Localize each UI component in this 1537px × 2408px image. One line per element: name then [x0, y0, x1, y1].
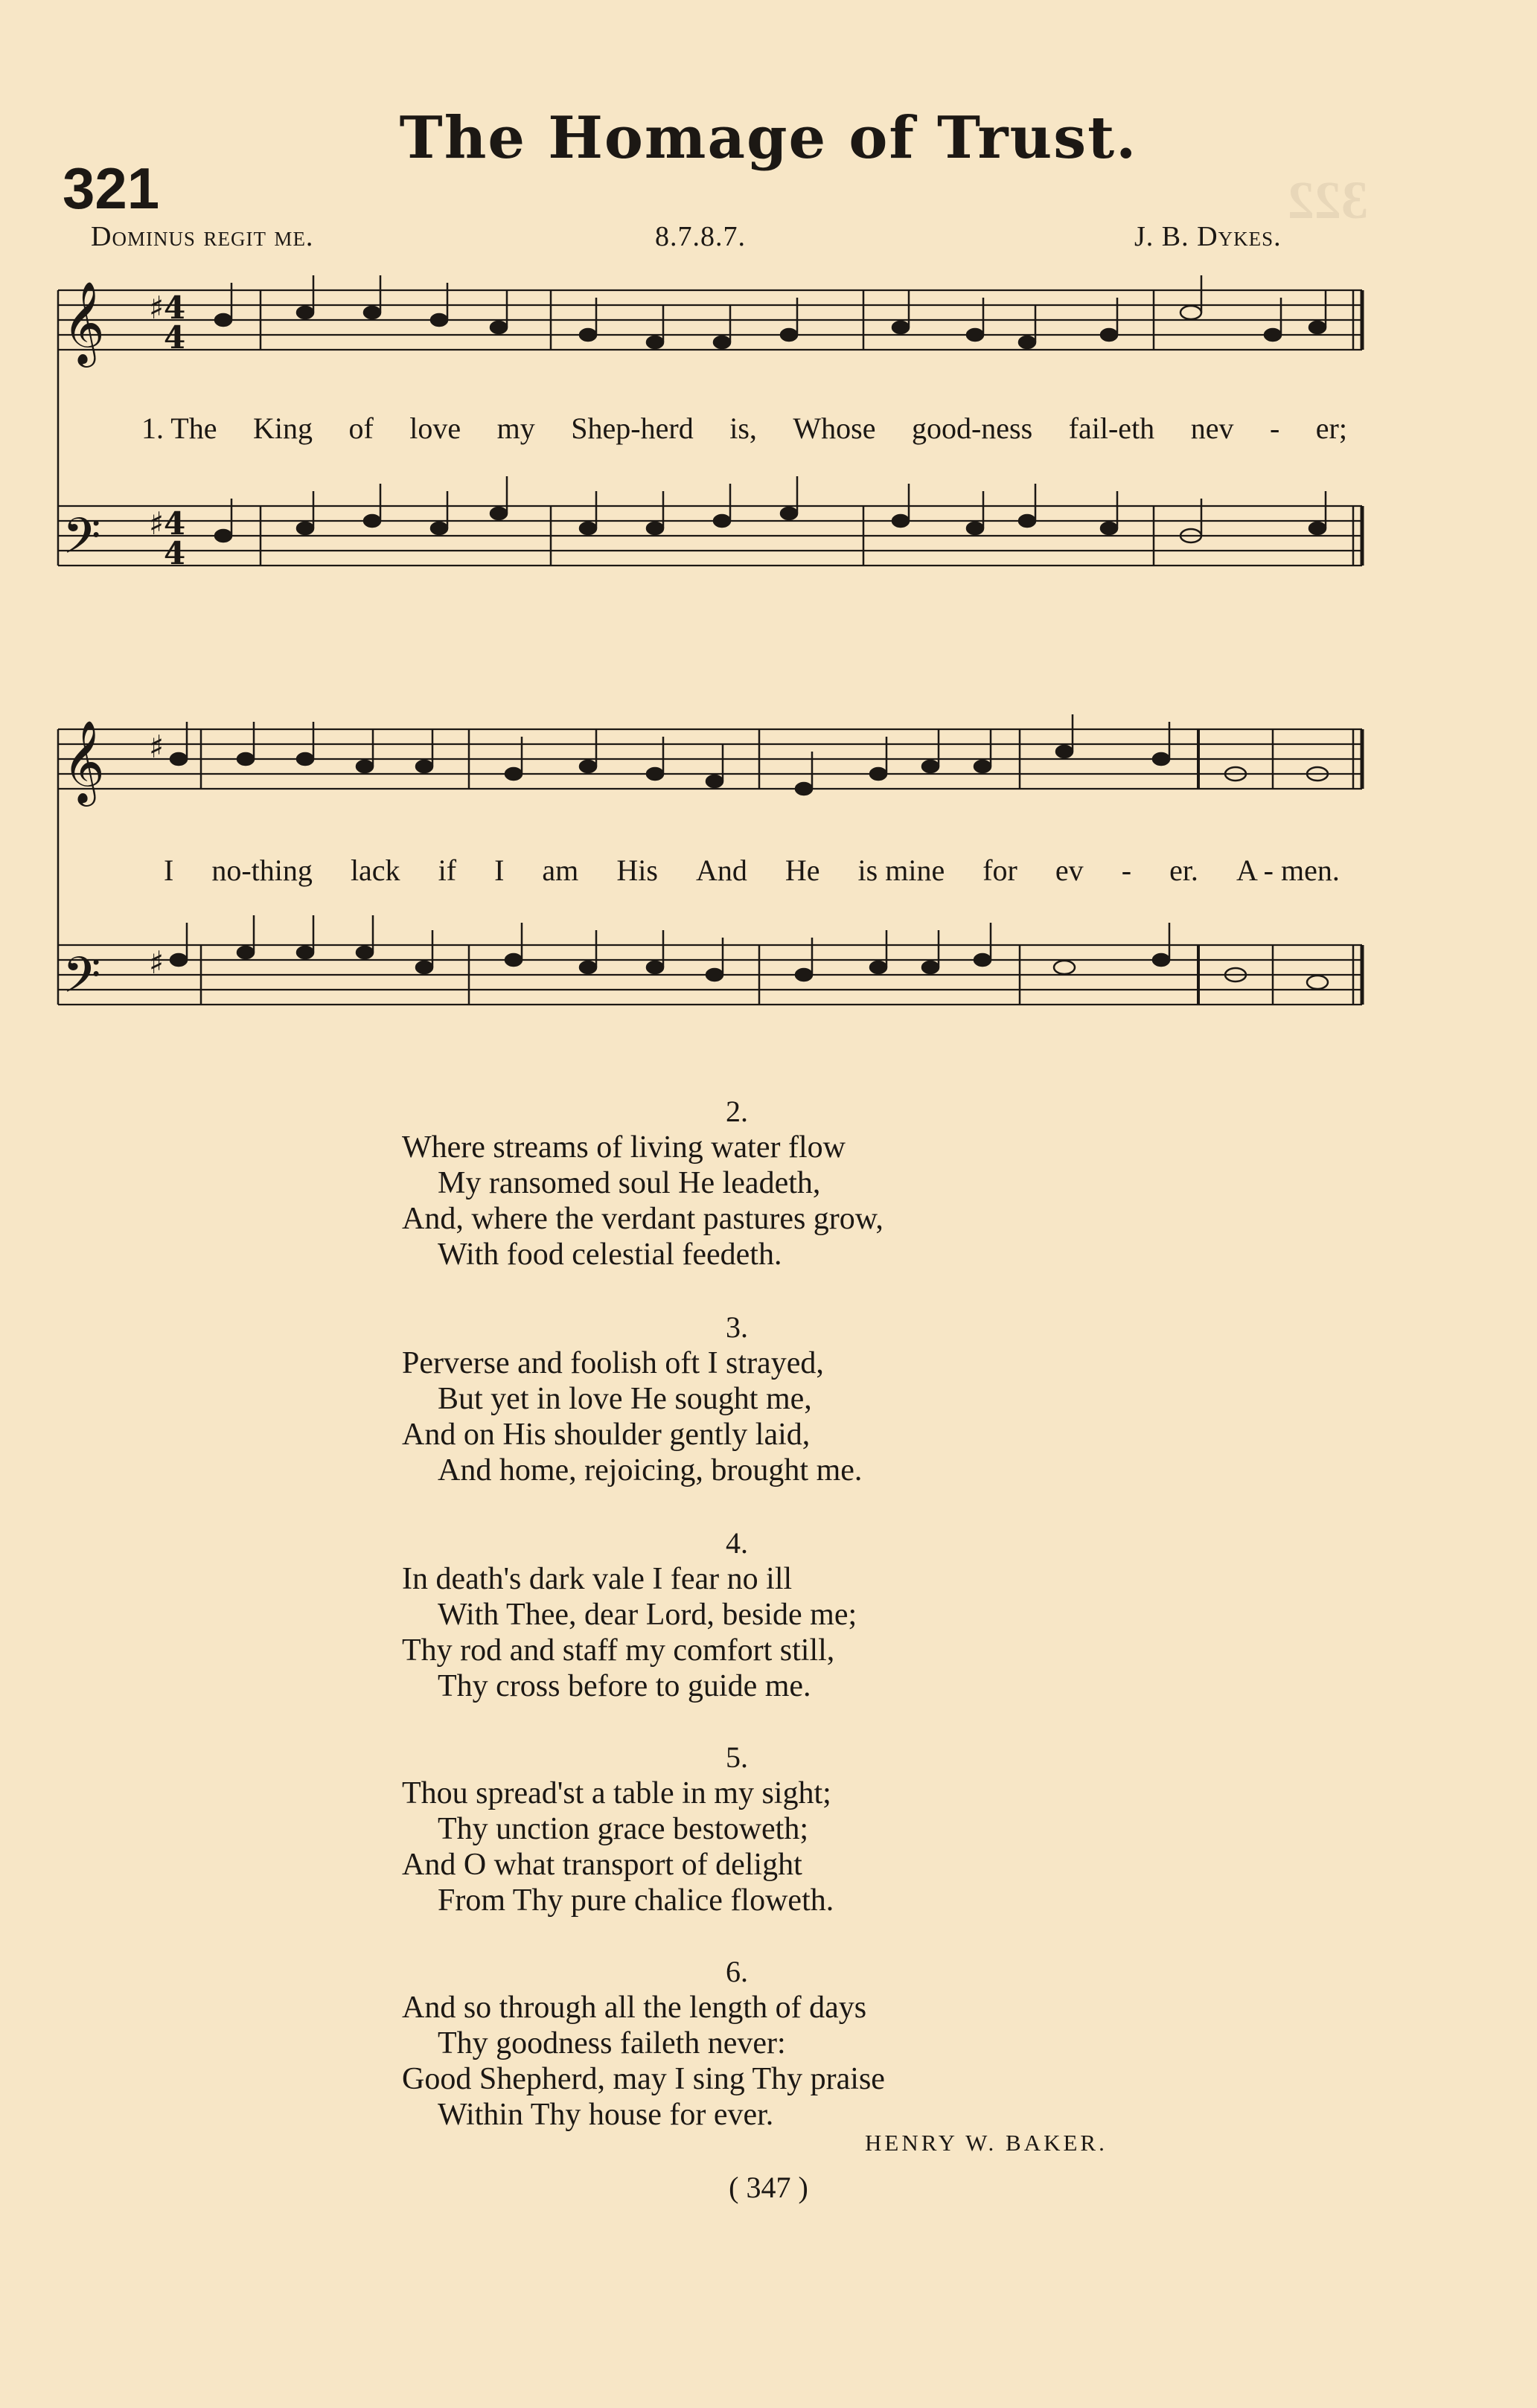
stanza-line: And O what transport of delight: [402, 1848, 802, 1882]
svg-text:4: 4: [164, 319, 186, 356]
lyric-syllable: good-ness: [911, 412, 1033, 445]
stanza-number: 6.: [726, 1955, 748, 1988]
lyric-syllable: Shep-herd: [571, 412, 694, 445]
stanza-line: And on His shoulder gently laid,: [402, 1418, 811, 1452]
lyric-syllable: A - men.: [1236, 854, 1340, 887]
meter: 8.7.8.7.: [655, 221, 746, 252]
lyric-syllable: Whose: [793, 412, 876, 445]
stanza-number: 3.: [726, 1310, 748, 1344]
lyric-syllable: nev: [1190, 412, 1234, 445]
bass-clef-icon: 𝄢: [63, 947, 101, 1016]
lyric-syllable: I: [164, 854, 174, 887]
lyric-syllable: my: [496, 412, 535, 445]
stanza-line: Where streams of living water flow: [402, 1130, 846, 1165]
lyric-syllable: -: [1121, 854, 1132, 887]
verse1-lyrics-line1: [141, 411, 1347, 446]
svg-text:♯: ♯: [149, 505, 164, 542]
lyric-syllable: His: [616, 854, 658, 887]
lyric-syllable: He: [785, 854, 820, 887]
lyric-syllable: er;: [1315, 412, 1347, 445]
bleed-through-number: 322: [1288, 170, 1368, 230]
lyric-syllable: lack: [350, 854, 400, 887]
composer: J. B. Dykes.: [1134, 221, 1282, 252]
stanza-2: [402, 1094, 1102, 1272]
lyric-syllable: am: [542, 854, 579, 887]
sharp-icon: ♯: [149, 729, 164, 765]
author-credit: HENRY W. BAKER.: [865, 2130, 1108, 2156]
stanza-line: But yet in love He sought me,: [438, 1382, 812, 1416]
lyric-syllable: 1. The: [141, 412, 217, 445]
stanza-line: Thy rod and staff my comfort still,: [402, 1633, 835, 1668]
lyric-syllable: if: [438, 854, 457, 887]
page-number: ( 347 ): [729, 2171, 808, 2204]
sharp-icon: ♯: [149, 944, 164, 981]
stanza-5: [402, 1740, 1102, 1918]
stanza-line: Thy cross before to guide me.: [438, 1669, 811, 1703]
bass-clef-icon: 𝄢: [63, 507, 101, 577]
hymn-number: 321: [63, 156, 160, 221]
stanza-line: Thou spread'st a table in my sight;: [402, 1776, 831, 1810]
svg-text:4: 4: [164, 505, 186, 542]
svg-text:4: 4: [164, 289, 186, 326]
stanza-line: And, where the verdant pastures grow,: [402, 1202, 883, 1236]
lyric-syllable: King: [252, 412, 313, 445]
stanza-6: [402, 1954, 1102, 2133]
lyric-syllable: And: [695, 854, 747, 887]
lyric-syllable: er.: [1169, 854, 1198, 887]
stanza-3: [402, 1310, 1102, 1488]
stanza-line: Thy unction grace bestoweth;: [438, 1812, 809, 1846]
stanza-line: Thy goodness faileth never:: [438, 2026, 786, 2060]
stanza-line: My ransomed soul He leadeth,: [438, 1166, 821, 1200]
stanza-number: 4.: [726, 1526, 748, 1560]
notes-system-2: [170, 714, 1328, 989]
stanza-line: From Thy pure chalice floweth.: [438, 1883, 834, 1918]
lyric-syllable: for: [982, 854, 1017, 887]
lyric-syllable: -: [1269, 412, 1280, 445]
stanza-line: With food celestial feedeth.: [438, 1237, 782, 1272]
lyric-syllable: of: [348, 412, 374, 445]
hymn-title: The Homage of Trust.: [399, 104, 1138, 172]
stanza-number: 5.: [726, 1741, 748, 1774]
svg-text:♯: ♯: [149, 289, 164, 326]
svg-text:4: 4: [164, 535, 186, 571]
lyric-syllable: no-thing: [211, 854, 313, 887]
stanza-line: Good Shepherd, may I sing Thy praise: [402, 2062, 885, 2096]
lyric-syllable: love: [409, 412, 461, 445]
stanza-number: 2.: [726, 1095, 748, 1128]
treble-clef-icon: 𝄞: [63, 720, 105, 803]
stanza-line: In death's dark vale I fear no ill: [402, 1562, 793, 1596]
stanza-line: And home, rejoicing, brought me.: [438, 1453, 863, 1488]
stanza-line: And so through all the length of days: [402, 1991, 867, 2025]
verse1-lyrics-line2: [164, 853, 1340, 888]
lyric-syllable: is mine: [857, 854, 945, 887]
stanza-line: Perverse and foolish oft I strayed,: [402, 1346, 824, 1380]
treble-staff-1: [58, 290, 1362, 350]
treble-clef-icon: 𝄞: [63, 281, 105, 364]
lyric-syllable: fail-eth: [1068, 412, 1155, 445]
bass-staff-1: [58, 506, 1362, 566]
notes-system-1: [215, 275, 1326, 542]
tune-name: Dominus regit me.: [91, 221, 314, 252]
stanza-line: Within Thy house for ever.: [438, 2098, 774, 2132]
lyric-syllable: ev: [1055, 854, 1084, 887]
stanza-line: With Thee, dear Lord, beside me;: [438, 1598, 857, 1632]
lyric-syllable: I: [494, 854, 505, 887]
stanza-4: [402, 1525, 1102, 1704]
lyric-syllable: is,: [729, 412, 757, 445]
